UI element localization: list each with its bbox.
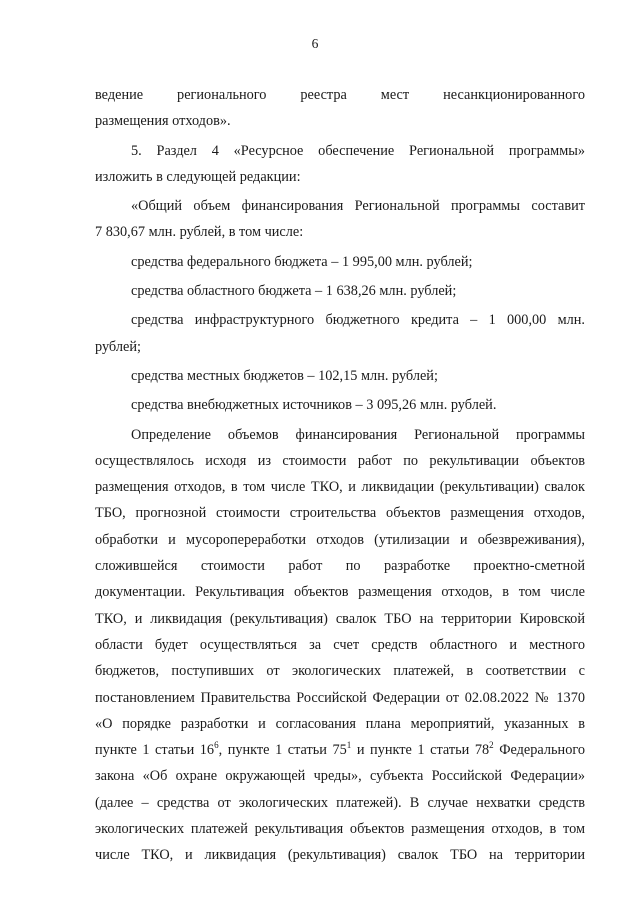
- text-line: «Общий объем финансирования Региональной программы составит: [131, 198, 585, 215]
- text-line: средства инфраструктурного бюджетного кредита – 1 000,00 млн.: [131, 312, 585, 329]
- text-line: 5. Раздел 4 «Ресурсное обеспечение Региональной программы»: [131, 142, 585, 159]
- text-line: сложившейся стоимости работ по разработке проектно-сметной: [95, 558, 585, 575]
- text-line: ТКО, и ликвидация (рекультивация) свалок ТБО на территории Кировской: [95, 610, 585, 627]
- text-line: обработки и мусоропереработки отходов (утилизации и обезвреживания),: [95, 531, 585, 548]
- text-line: 7 830,67 млн. рублей, в том числе:: [95, 224, 304, 241]
- text-line: рублей;: [95, 338, 141, 355]
- text-line: [95, 737, 585, 763]
- text-line: закона «Об охране окружающей чреды», субъекта Российской Федерации»: [95, 768, 585, 785]
- text-line: размещения отходов».: [95, 113, 231, 130]
- text-line: ТБО, прогнозной стоимости строительства объектов размещения отходов,: [95, 505, 585, 522]
- text-line: области будет осуществляться за счет средств областного и местного: [95, 636, 585, 653]
- text-fragment: пункте 1 статьи 16: [95, 742, 215, 759]
- text-line: «О порядке разработки и согласования плана мероприятий, указанных в: [95, 715, 585, 732]
- text-line: ведение регионального реестра мест несанкционированного: [95, 87, 585, 103]
- text-line: Определение объемов финансирования Региональной программы: [131, 426, 585, 443]
- superscript: 2: [489, 740, 494, 751]
- text-fragment: , пункте 1 статьи 75: [218, 742, 347, 759]
- text-line: документации. Рекультивация объектов размещения отходов, в том числе: [95, 584, 585, 601]
- text-line: экологических платежей рекультивация объектов размещения отходов, в том: [95, 821, 585, 838]
- text-line: постановлением Правительства Российской Федерации от 02.08.2022 № 1370: [95, 689, 585, 706]
- text-line: (далее – средства от экологических платежей). В случае нехватки средств: [95, 794, 585, 811]
- text-line: размещения отходов, в том числе ТКО, и ликвидации (рекультивации) свалок: [95, 479, 585, 496]
- text-line: осуществлялось исходя из стоимости работ по рекультивации объектов: [95, 452, 585, 469]
- text-line: числе ТКО, и ликвидация (рекультивация) свалок ТБО на территории: [95, 847, 585, 864]
- text-fragment: Федерального: [493, 742, 585, 759]
- superscript: 6: [214, 740, 219, 751]
- page-number: 6: [311, 36, 319, 51]
- superscript: 1: [346, 740, 352, 751]
- text-line: изложить в следующей редакции:: [95, 168, 301, 185]
- text-fragment: и пункте 1 статьи 78: [351, 742, 490, 759]
- text-line: средства областного бюджета – 1 638,26 млн. рублей;: [131, 283, 457, 300]
- text-line: средства местных бюджетов – 102,15 млн. рублей;: [131, 367, 438, 384]
- document-body: [95, 82, 585, 869]
- text-line: средства федерального бюджета – 1 995,00 млн. рублей;: [131, 253, 473, 270]
- text-line: средства внебюджетных источников – 3 095,26 млн. рублей.: [131, 397, 497, 414]
- text-line: бюджетов, поступивших от экологических платежей, в соответствии с: [95, 663, 585, 680]
